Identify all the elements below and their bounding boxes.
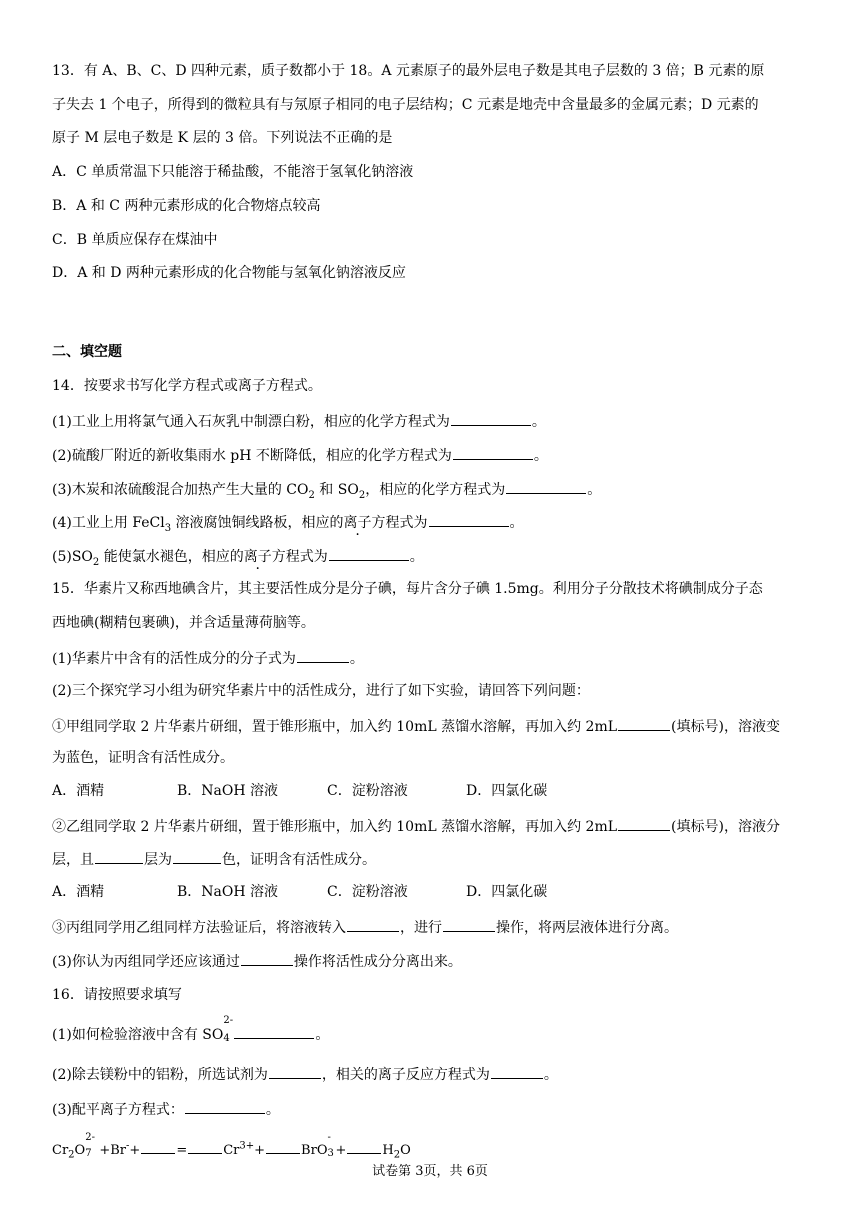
sulfate-charge: 2- 4	[223, 1015, 234, 1044]
q15-group-b-text: 色，证明含有活性成分。	[222, 852, 376, 868]
q14-part3	[52, 478, 601, 500]
option-b: B．NaOH 溶液	[177, 884, 279, 900]
q15-group-b-text: 层为	[144, 852, 172, 868]
formula-text: +Br	[95, 1143, 127, 1158]
formula-text: +	[254, 1143, 266, 1158]
option-c: C．淀粉溶液	[327, 783, 408, 799]
answer-blank[interactable]	[241, 950, 293, 966]
q16-part3	[52, 1098, 280, 1120]
q15-group-a-line2: 为蓝色，证明含有活性成分。	[52, 750, 234, 766]
formula-text: =	[176, 1143, 188, 1158]
formula-text: BrO	[301, 1143, 328, 1158]
ionic-equation	[52, 1132, 411, 1161]
subscript: 3	[164, 522, 172, 534]
answer-blank[interactable]	[618, 715, 670, 731]
option-c: C．淀粉溶液	[327, 884, 408, 900]
q14-part5-text: (5)SO	[52, 549, 93, 565]
q14-part4-text: 溶液腐蚀铜线路板，相应的	[171, 515, 344, 531]
q16-stem: 16．请按照要求填写	[52, 987, 182, 1003]
answer-blank[interactable]	[443, 916, 495, 932]
subscript: 2	[68, 1149, 75, 1161]
option-a: A．酒精	[52, 884, 105, 900]
q15-part1	[52, 647, 364, 669]
answer-blank[interactable]	[188, 1138, 222, 1154]
q15-part2: (2)三个探究学习小组为研究华素片中的活性成分，进行了如下实验，请回答下列问题：	[52, 683, 590, 699]
page-footer: 试卷第 3页，共 6页	[372, 1164, 488, 1179]
option-d: D．四氯化碳	[466, 884, 548, 900]
answer-blank[interactable]	[347, 916, 399, 932]
q13-option-a: A．C 单质常温下只能溶于稀盐酸，不能溶于氢氧化钠溶液	[52, 164, 414, 180]
q15-group-c-text: ，进行	[400, 920, 442, 936]
q14-part2	[52, 444, 548, 466]
q13-line2: 子失去 1 个电子，所得到的微粒具有与氖原子相同的电子层结构；C 元素是地壳中含量最多的金属元素；D 元素的	[52, 97, 759, 113]
answer-blank[interactable]	[297, 647, 349, 663]
answer-blank[interactable]	[451, 410, 531, 426]
bromate-charge: - 3	[327, 1132, 334, 1159]
q14-part5-text: 方程式为	[271, 549, 328, 565]
q13-option-b: B．A 和 C 两种元素形成的化合物熔点较高	[52, 198, 321, 214]
answer-blank[interactable]	[141, 1138, 175, 1154]
q13-option-c: C．B 单质应保存在煤油中	[52, 232, 218, 248]
answer-blank[interactable]	[266, 1138, 300, 1154]
q14-part3-text: (3)木炭和浓硫酸混合加热产生大量的 CO	[52, 482, 309, 498]
q14-part4-text: (4)工业上用 FeCl	[52, 515, 165, 531]
q16-part3-text: (3)配平离子方程式：	[52, 1102, 184, 1118]
answer-blank[interactable]	[453, 444, 533, 460]
formula-text: +	[335, 1143, 347, 1158]
answer-blank[interactable]	[429, 511, 509, 527]
q16-part1	[52, 1015, 330, 1045]
superscript: 3+	[239, 1140, 255, 1152]
emphasized-text: 离子	[243, 549, 272, 565]
q14-part1	[52, 410, 546, 432]
q13-line3: 原子 M 层电子数是 K 层的 3 倍。下列说法不正确的是	[52, 130, 393, 146]
q16-part2	[52, 1063, 558, 1085]
q16-part2-text: (2)除去镁粉中的铝粉，所选试剂为	[52, 1067, 268, 1083]
formula-text: H	[382, 1143, 394, 1158]
option-b: B．NaOH 溶液	[177, 783, 279, 799]
q14-part3-text: ，相应的化学方程式为	[365, 482, 506, 498]
answer-blank[interactable]	[491, 1063, 543, 1079]
q15-group-b-text: (填标号)，溶液分	[671, 819, 780, 835]
q14-stem: 14．按要求书写化学方程式或离子方程式。	[52, 378, 322, 394]
q14-part1-text: (1)工业上用将氯气通入石灰乳中制漂白粉，相应的化学方程式为	[52, 414, 450, 430]
q15-group-b-line1	[52, 815, 780, 837]
formula-text: O	[400, 1143, 411, 1158]
q15-part1-text: (1)华素片中含有的活性成分的分子式为	[52, 651, 296, 667]
formula-text: Cr	[223, 1143, 240, 1158]
answer-blank[interactable]	[618, 815, 670, 831]
formula-text: O	[74, 1143, 86, 1158]
q14-part2-text: (2)硫酸厂附近的新收集雨水 pH 不断降低，相应的化学方程式为	[52, 448, 452, 464]
q16-part2-text: ，相关的离子反应方程式为	[321, 1067, 490, 1083]
option-a: A．酒精	[52, 783, 105, 799]
period: 。	[509, 515, 524, 531]
answer-blank[interactable]	[269, 1063, 321, 1079]
period: 。	[543, 1067, 558, 1083]
q14-part5	[52, 545, 424, 567]
q15-group-a-text: (填标号)，溶液变	[671, 719, 780, 735]
subscript: 2	[358, 489, 366, 501]
subscript: 2	[308, 489, 315, 501]
q14-part5-text: 能使氯水褪色，相应的	[99, 549, 244, 565]
q15-group-b-text: ②乙组同学取 2 片华素片研细，置于锥形瓶中，加入约 10mL 蒸馏水溶解，再加入约 2mL	[52, 819, 618, 835]
answer-blank[interactable]	[347, 1138, 381, 1154]
q15-group-a-line1	[52, 715, 780, 737]
q15-group-b-line2	[52, 848, 376, 870]
q15-part3-text: (3)你认为丙组同学还应该通过	[52, 954, 240, 970]
q15-group-b-text: 层，且	[52, 852, 94, 868]
q15-part3-text: 操作将活性成分分离出来。	[293, 954, 462, 970]
q15-line1: 15．华素片又称西地碘含片，其主要活性成分是分子碘，每片含分子碘 1.5mg。利用分子分散技术将碘制成分子态	[52, 581, 763, 597]
q15-group-c-text: 操作，将两层液体进行分离。	[496, 920, 678, 936]
period: 。	[587, 482, 602, 498]
formula-text: +	[129, 1143, 141, 1158]
q15-group-c-text: ③丙组同学用乙组同样方法验证后，将溶液转入	[52, 920, 346, 936]
q15-part3	[52, 950, 462, 972]
q16-part1-text: (1)如何检验溶液中含有 SO	[52, 1027, 224, 1043]
q15-group-a-text: ①甲组同学取 2 片华素片研细，置于锥形瓶中，加入约 10mL 蒸馏水溶解，再加入约 2mL	[52, 719, 618, 735]
q14-part4-text: 方程式为	[371, 515, 428, 531]
period: 。	[315, 1027, 330, 1043]
subscript: 2	[393, 1149, 401, 1161]
period: 。	[409, 549, 424, 565]
answer-blank[interactable]	[173, 848, 221, 864]
section-title: 二、填空题	[52, 344, 122, 360]
q15-line2: 西地碘(糊精包裹碘)，并含适量薄荷脑等。	[52, 615, 315, 631]
answer-blank[interactable]	[234, 1023, 314, 1039]
emphasized-text: 离子	[343, 515, 372, 531]
answer-blank[interactable]	[329, 545, 409, 561]
subscript: 2	[92, 556, 100, 568]
period: 。	[531, 414, 546, 430]
answer-blank[interactable]	[95, 848, 143, 864]
period: 。	[265, 1102, 280, 1118]
option-d: D．四氯化碳	[466, 783, 548, 799]
answer-blank[interactable]	[506, 478, 586, 494]
period: 。	[533, 448, 548, 464]
dichromate-charge: 2- 7	[85, 1132, 95, 1159]
answer-blank[interactable]	[185, 1098, 265, 1114]
q14-part3-text: 和 SO	[314, 482, 359, 498]
q15-group-c	[52, 916, 678, 938]
q13-option-d: D．A 和 D 两种元素形成的化合物能与氢氧化钠溶液反应	[52, 265, 406, 281]
q14-part4	[52, 511, 524, 533]
superscript: -	[126, 1140, 130, 1152]
period: 。	[349, 651, 364, 667]
q13-line1: 13．有 A、B、C、D 四种元素，质子数都小于 18。A 元素原子的最外层电子数是其电子层数的 3 倍；B 元素的原	[52, 63, 765, 79]
formula-text: Cr	[52, 1143, 69, 1158]
